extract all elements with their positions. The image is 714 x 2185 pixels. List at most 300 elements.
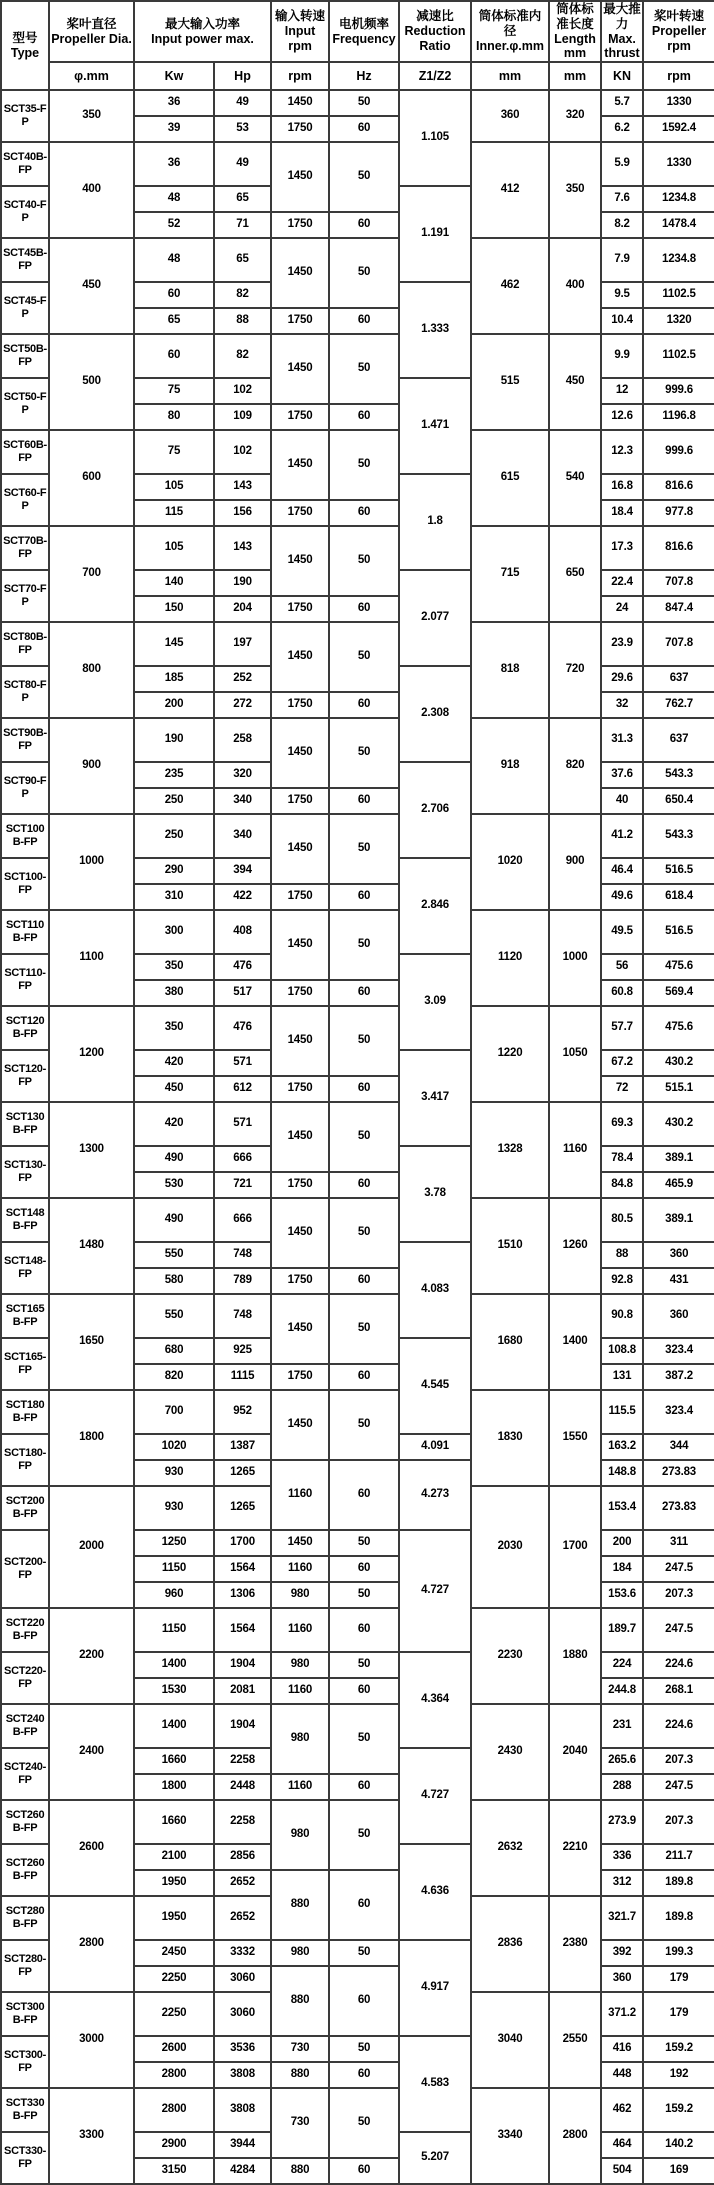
cell-kw: 960 xyxy=(134,1582,214,1608)
cell-type: SCT100-FP xyxy=(1,858,49,910)
cell-type: SCT300-FP xyxy=(1,2036,49,2088)
cell-dia: 1100 xyxy=(49,910,134,1006)
cell-hz: 50 xyxy=(329,2036,399,2062)
cell-hz: 50 xyxy=(329,1198,399,1268)
cell-inner: 462 xyxy=(471,238,549,334)
cell-ratio: 4.917 xyxy=(399,1940,471,2036)
cell-len: 720 xyxy=(549,622,601,718)
cell-inner: 515 xyxy=(471,334,549,430)
table-row xyxy=(1,910,714,954)
cell-inner: 615 xyxy=(471,430,549,526)
cell-kn: 5.9 xyxy=(601,142,643,186)
cell-kn: 72 xyxy=(601,1076,643,1102)
cell-hz: 50 xyxy=(329,1530,399,1556)
cell-type: SCT200B-FP xyxy=(1,1486,49,1530)
cell-type: SCT200-FP xyxy=(1,1530,49,1608)
cell-prop: 1330 xyxy=(643,142,714,186)
cell-type: SCT60-FP xyxy=(1,474,49,526)
cell-kw: 1400 xyxy=(134,1652,214,1678)
header-max-thrust: 最大推力 Max. thrust xyxy=(601,1,643,62)
cell-prop: 360 xyxy=(643,1294,714,1338)
cell-prop: 268.1 xyxy=(643,1678,714,1704)
cell-type: SCT130-FP xyxy=(1,1146,49,1198)
cell-type: SCT165B-FP xyxy=(1,1294,49,1338)
cell-hz: 60 xyxy=(329,788,399,814)
cell-rpm: 1750 xyxy=(271,1364,329,1390)
cell-inner: 1120 xyxy=(471,910,549,1006)
cell-kw: 2250 xyxy=(134,1966,214,1992)
cell-prop: 140.2 xyxy=(643,2132,714,2158)
cell-kw: 930 xyxy=(134,1460,214,1486)
cell-kn: 49.6 xyxy=(601,884,643,910)
cell-kw: 550 xyxy=(134,1242,214,1268)
cell-inner: 360 xyxy=(471,90,549,142)
table-row xyxy=(1,90,714,116)
cell-prop: 389.1 xyxy=(643,1146,714,1172)
table-row xyxy=(1,238,714,282)
cell-hp: 3060 xyxy=(214,1992,271,2036)
table-row xyxy=(1,1608,714,1652)
cell-prop: 637 xyxy=(643,666,714,692)
cell-prop: 430.2 xyxy=(643,1050,714,1076)
cell-prop: 430.2 xyxy=(643,1102,714,1146)
cell-ratio: 4.583 xyxy=(399,2036,471,2132)
cell-kw: 930 xyxy=(134,1486,214,1530)
cell-prop: 431 xyxy=(643,1268,714,1294)
cell-prop: 179 xyxy=(643,1966,714,1992)
cell-hp: 925 xyxy=(214,1338,271,1364)
cell-prop: 1478.4 xyxy=(643,212,714,238)
cell-len: 2040 xyxy=(549,1704,601,1800)
cell-hp: 252 xyxy=(214,666,271,692)
cell-inner: 715 xyxy=(471,526,549,622)
cell-kn: 31.3 xyxy=(601,718,643,762)
cell-hp: 258 xyxy=(214,718,271,762)
cell-prop: 475.6 xyxy=(643,1006,714,1050)
cell-len: 1050 xyxy=(549,1006,601,1102)
header-frequency: 电机频率 Frequency xyxy=(329,1,399,62)
cell-kn: 504 xyxy=(601,2158,643,2184)
cell-kw: 36 xyxy=(134,90,214,116)
cell-prop: 273.83 xyxy=(643,1486,714,1530)
cell-hp: 1564 xyxy=(214,1556,271,1582)
cell-hz: 50 xyxy=(329,334,399,404)
cell-kw: 150 xyxy=(134,596,214,622)
cell-hp: 82 xyxy=(214,334,271,378)
cell-hp: 476 xyxy=(214,954,271,980)
cell-prop: 1330 xyxy=(643,90,714,116)
cell-type: SCT60B-FP xyxy=(1,430,49,474)
cell-dia: 700 xyxy=(49,526,134,622)
cell-hz: 60 xyxy=(329,1774,399,1800)
cell-hz: 50 xyxy=(329,1800,399,1870)
cell-rpm: 880 xyxy=(271,1966,329,2036)
cell-type: SCT45B-FP xyxy=(1,238,49,282)
cell-prop: 323.4 xyxy=(643,1338,714,1364)
cell-prop: 189.8 xyxy=(643,1870,714,1896)
cell-kn: 392 xyxy=(601,1940,643,1966)
unit-prop-rpm: rpm xyxy=(643,62,714,90)
cell-hp: 204 xyxy=(214,596,271,622)
cell-type: SCT80-FP xyxy=(1,666,49,718)
cell-dia: 1000 xyxy=(49,814,134,910)
cell-kn: 108.8 xyxy=(601,1338,643,1364)
cell-ratio: 3.78 xyxy=(399,1146,471,1242)
cell-prop: 707.8 xyxy=(643,622,714,666)
cell-hz: 50 xyxy=(329,142,399,212)
cell-kn: 8.2 xyxy=(601,212,643,238)
cell-ratio: 4.364 xyxy=(399,1652,471,1748)
cell-kw: 2250 xyxy=(134,1992,214,2036)
cell-kw: 60 xyxy=(134,334,214,378)
unit-rpm: rpm xyxy=(271,62,329,90)
cell-kw: 2900 xyxy=(134,2132,214,2158)
cell-hp: 272 xyxy=(214,692,271,718)
cell-hp: 49 xyxy=(214,142,271,186)
cell-kn: 115.5 xyxy=(601,1390,643,1434)
cell-kn: 148.8 xyxy=(601,1460,643,1486)
cell-kn: 153.4 xyxy=(601,1486,643,1530)
cell-inner: 2836 xyxy=(471,1896,549,1992)
cell-len: 900 xyxy=(549,814,601,910)
cell-rpm: 1750 xyxy=(271,404,329,430)
cell-kw: 105 xyxy=(134,526,214,570)
cell-kw: 450 xyxy=(134,1076,214,1102)
cell-prop: 516.5 xyxy=(643,910,714,954)
cell-prop: 569.4 xyxy=(643,980,714,1006)
cell-len: 1550 xyxy=(549,1390,601,1486)
table-row xyxy=(1,430,714,474)
cell-prop: 1102.5 xyxy=(643,334,714,378)
table-row xyxy=(1,814,714,858)
cell-kn: 60.8 xyxy=(601,980,643,1006)
cell-kw: 290 xyxy=(134,858,214,884)
cell-kw: 1660 xyxy=(134,1748,214,1774)
header-reduction-ratio: 减速比 Reduction Ratio xyxy=(399,1,471,62)
cell-ratio: 4.727 xyxy=(399,1748,471,1844)
cell-ratio: 3.417 xyxy=(399,1050,471,1146)
cell-prop: 211.7 xyxy=(643,1844,714,1870)
cell-kw: 200 xyxy=(134,692,214,718)
table-row xyxy=(1,1198,714,1242)
cell-len: 2210 xyxy=(549,1800,601,1896)
cell-kw: 145 xyxy=(134,622,214,666)
cell-dia: 2000 xyxy=(49,1486,134,1608)
cell-rpm: 1750 xyxy=(271,596,329,622)
cell-kn: 16.8 xyxy=(601,474,643,500)
cell-len: 450 xyxy=(549,334,601,430)
cell-prop: 360 xyxy=(643,1242,714,1268)
cell-prop: 847.4 xyxy=(643,596,714,622)
cell-type: SCT148-FP xyxy=(1,1242,49,1294)
cell-kw: 310 xyxy=(134,884,214,910)
cell-kn: 224 xyxy=(601,1652,643,1678)
cell-rpm: 1450 xyxy=(271,1006,329,1076)
cell-dia: 1650 xyxy=(49,1294,134,1390)
header-length: 筒体标准长度 Length mm xyxy=(549,1,601,62)
cell-ratio: 1.8 xyxy=(399,474,471,570)
cell-rpm: 1750 xyxy=(271,980,329,1006)
cell-type: SCT180B-FP xyxy=(1,1390,49,1434)
cell-kn: 22.4 xyxy=(601,570,643,596)
cell-len: 1260 xyxy=(549,1198,601,1294)
cell-kw: 105 xyxy=(134,474,214,500)
cell-kn: 46.4 xyxy=(601,858,643,884)
cell-type: SCT120B-FP xyxy=(1,1006,49,1050)
cell-kw: 2100 xyxy=(134,1844,214,1870)
cell-kn: 10.4 xyxy=(601,308,643,334)
cell-rpm: 1160 xyxy=(271,1556,329,1582)
cell-kn: 84.8 xyxy=(601,1172,643,1198)
cell-kw: 52 xyxy=(134,212,214,238)
cell-hp: 1387 xyxy=(214,1434,271,1460)
cell-type: SCT220-FP xyxy=(1,1652,49,1704)
cell-inner: 1510 xyxy=(471,1198,549,1294)
cell-hp: 65 xyxy=(214,186,271,212)
cell-kw: 48 xyxy=(134,238,214,282)
cell-rpm: 1450 xyxy=(271,622,329,692)
cell-inner: 2030 xyxy=(471,1486,549,1608)
cell-dia: 400 xyxy=(49,142,134,238)
cell-hp: 88 xyxy=(214,308,271,334)
unit-kw: Kw xyxy=(134,62,214,90)
cell-len: 2800 xyxy=(549,2088,601,2184)
cell-kn: 88 xyxy=(601,1242,643,1268)
cell-ratio: 1.471 xyxy=(399,378,471,474)
table-row xyxy=(1,1800,714,1844)
cell-hp: 1265 xyxy=(214,1486,271,1530)
cell-prop: 159.2 xyxy=(643,2088,714,2132)
cell-len: 1000 xyxy=(549,910,601,1006)
cell-prop: 1592.4 xyxy=(643,116,714,142)
cell-rpm: 1160 xyxy=(271,1608,329,1652)
cell-kn: 12.6 xyxy=(601,404,643,430)
cell-kn: 336 xyxy=(601,1844,643,1870)
cell-inner: 3340 xyxy=(471,2088,549,2184)
cell-ratio: 4.727 xyxy=(399,1530,471,1652)
cell-rpm: 1450 xyxy=(271,526,329,596)
cell-hz: 50 xyxy=(329,1652,399,1678)
cell-ratio: 2.706 xyxy=(399,762,471,858)
cell-hz: 60 xyxy=(329,1678,399,1704)
cell-type: SCT148B-FP xyxy=(1,1198,49,1242)
cell-rpm: 1450 xyxy=(271,238,329,308)
cell-len: 400 xyxy=(549,238,601,334)
cell-prop: 247.5 xyxy=(643,1608,714,1652)
cell-type: SCT50B-FP xyxy=(1,334,49,378)
cell-hp: 1904 xyxy=(214,1652,271,1678)
cell-kw: 420 xyxy=(134,1050,214,1076)
cell-prop: 179 xyxy=(643,1992,714,2036)
cell-type: SCT240B-FP xyxy=(1,1704,49,1748)
cell-dia: 1300 xyxy=(49,1102,134,1198)
cell-kw: 300 xyxy=(134,910,214,954)
cell-prop: 707.8 xyxy=(643,570,714,596)
cell-prop: 515.1 xyxy=(643,1076,714,1102)
cell-hp: 3536 xyxy=(214,2036,271,2062)
cell-hp: 71 xyxy=(214,212,271,238)
cell-hz: 60 xyxy=(329,1966,399,2036)
cell-kw: 80 xyxy=(134,404,214,430)
cell-hz: 60 xyxy=(329,404,399,430)
cell-hz: 50 xyxy=(329,1940,399,1966)
cell-rpm: 1450 xyxy=(271,90,329,116)
cell-rpm: 1450 xyxy=(271,334,329,404)
cell-kw: 490 xyxy=(134,1198,214,1242)
spec-table-body xyxy=(1,90,714,2184)
cell-hz: 50 xyxy=(329,526,399,596)
cell-kw: 235 xyxy=(134,762,214,788)
cell-type: SCT40B-FP xyxy=(1,142,49,186)
cell-rpm: 980 xyxy=(271,1582,329,1608)
cell-type: SCT120-FP xyxy=(1,1050,49,1102)
cell-kw: 1950 xyxy=(134,1870,214,1896)
cell-hz: 60 xyxy=(329,1172,399,1198)
cell-hz: 60 xyxy=(329,1870,399,1940)
cell-kn: 371.2 xyxy=(601,1992,643,2036)
cell-len: 1400 xyxy=(549,1294,601,1390)
cell-prop: 543.3 xyxy=(643,762,714,788)
cell-hp: 1115 xyxy=(214,1364,271,1390)
cell-hz: 50 xyxy=(329,718,399,788)
cell-prop: 816.6 xyxy=(643,526,714,570)
cell-rpm: 1450 xyxy=(271,1294,329,1364)
cell-kn: 90.8 xyxy=(601,1294,643,1338)
cell-hz: 60 xyxy=(329,308,399,334)
cell-ratio: 1.333 xyxy=(399,282,471,378)
cell-kw: 36 xyxy=(134,142,214,186)
cell-hp: 517 xyxy=(214,980,271,1006)
cell-len: 320 xyxy=(549,90,601,142)
cell-prop: 650.4 xyxy=(643,788,714,814)
table-row xyxy=(1,1102,714,1146)
cell-hp: 666 xyxy=(214,1198,271,1242)
cell-hz: 60 xyxy=(329,692,399,718)
cell-type: SCT110B-FP xyxy=(1,910,49,954)
cell-kw: 350 xyxy=(134,1006,214,1050)
cell-kw: 420 xyxy=(134,1102,214,1146)
cell-hz: 60 xyxy=(329,500,399,526)
cell-type: SCT260B-FP xyxy=(1,1844,49,1896)
header-inner-diameter: 筒体标准内径 Inner.φ.mm xyxy=(471,1,549,62)
cell-rpm: 1450 xyxy=(271,1390,329,1460)
cell-hz: 60 xyxy=(329,116,399,142)
header-input-rpm: 输入转速 Input rpm xyxy=(271,1,329,62)
cell-kw: 1400 xyxy=(134,1704,214,1748)
cell-kn: 92.8 xyxy=(601,1268,643,1294)
cell-kn: 7.9 xyxy=(601,238,643,282)
cell-ratio: 4.091 xyxy=(399,1434,471,1460)
cell-kn: 57.7 xyxy=(601,1006,643,1050)
cell-kn: 18.4 xyxy=(601,500,643,526)
cell-kn: 23.9 xyxy=(601,622,643,666)
cell-dia: 2800 xyxy=(49,1896,134,1992)
cell-rpm: 880 xyxy=(271,2158,329,2184)
cell-hp: 109 xyxy=(214,404,271,430)
cell-prop: 465.9 xyxy=(643,1172,714,1198)
cell-ratio: 4.273 xyxy=(399,1460,471,1530)
table-header xyxy=(1,1,714,90)
cell-kn: 265.6 xyxy=(601,1748,643,1774)
cell-kn: 231 xyxy=(601,1704,643,1748)
cell-type: SCT45-FP xyxy=(1,282,49,334)
header-propeller-rpm: 桨叶转速 Propeller rpm xyxy=(643,1,714,62)
cell-dia: 2400 xyxy=(49,1704,134,1800)
cell-prop: 543.3 xyxy=(643,814,714,858)
cell-type: SCT330-FP xyxy=(1,2132,49,2184)
cell-rpm: 1750 xyxy=(271,116,329,142)
cell-hp: 3808 xyxy=(214,2088,271,2132)
table-row xyxy=(1,142,714,186)
cell-hz: 50 xyxy=(329,910,399,980)
cell-len: 540 xyxy=(549,430,601,526)
cell-prop: 977.8 xyxy=(643,500,714,526)
cell-kw: 1020 xyxy=(134,1434,214,1460)
cell-hp: 2081 xyxy=(214,1678,271,1704)
cell-dia: 900 xyxy=(49,718,134,814)
table-row xyxy=(1,718,714,762)
cell-rpm: 1450 xyxy=(271,814,329,884)
cell-hz: 60 xyxy=(329,2062,399,2088)
cell-ratio: 5.207 xyxy=(399,2132,471,2184)
cell-kw: 380 xyxy=(134,980,214,1006)
cell-rpm: 1450 xyxy=(271,142,329,212)
cell-kw: 2600 xyxy=(134,2036,214,2062)
cell-inner: 2230 xyxy=(471,1608,549,1704)
cell-hp: 1904 xyxy=(214,1704,271,1748)
cell-kn: 80.5 xyxy=(601,1198,643,1242)
cell-kn: 6.2 xyxy=(601,116,643,142)
cell-kn: 40 xyxy=(601,788,643,814)
cell-dia: 1480 xyxy=(49,1198,134,1294)
unit-length: mm xyxy=(549,62,601,90)
cell-hp: 3332 xyxy=(214,1940,271,1966)
cell-kn: 67.2 xyxy=(601,1050,643,1076)
cell-kn: 9.5 xyxy=(601,282,643,308)
cell-type: SCT70-FP xyxy=(1,570,49,622)
cell-hz: 60 xyxy=(329,1556,399,1582)
cell-kw: 115 xyxy=(134,500,214,526)
cell-kw: 48 xyxy=(134,186,214,212)
cell-kn: 244.8 xyxy=(601,1678,643,1704)
cell-inner: 918 xyxy=(471,718,549,814)
cell-kw: 700 xyxy=(134,1390,214,1434)
cell-len: 2380 xyxy=(549,1896,601,1992)
cell-rpm: 1750 xyxy=(271,788,329,814)
cell-hp: 143 xyxy=(214,526,271,570)
cell-prop: 516.5 xyxy=(643,858,714,884)
cell-kw: 1950 xyxy=(134,1896,214,1940)
cell-hp: 53 xyxy=(214,116,271,142)
cell-inner: 1680 xyxy=(471,1294,549,1390)
cell-ratio: 2.846 xyxy=(399,858,471,954)
cell-kn: 49.5 xyxy=(601,910,643,954)
cell-prop: 311 xyxy=(643,1530,714,1556)
cell-prop: 618.4 xyxy=(643,884,714,910)
cell-inner: 1020 xyxy=(471,814,549,910)
cell-type: SCT70B-FP xyxy=(1,526,49,570)
cell-ratio: 4.083 xyxy=(399,1242,471,1338)
cell-rpm: 1750 xyxy=(271,212,329,238)
cell-rpm: 1450 xyxy=(271,430,329,500)
cell-prop: 207.3 xyxy=(643,1800,714,1844)
cell-prop: 475.6 xyxy=(643,954,714,980)
cell-kn: 9.9 xyxy=(601,334,643,378)
cell-kn: 321.7 xyxy=(601,1896,643,1940)
cell-hp: 320 xyxy=(214,762,271,788)
cell-kn: 32 xyxy=(601,692,643,718)
cell-kn: 17.3 xyxy=(601,526,643,570)
